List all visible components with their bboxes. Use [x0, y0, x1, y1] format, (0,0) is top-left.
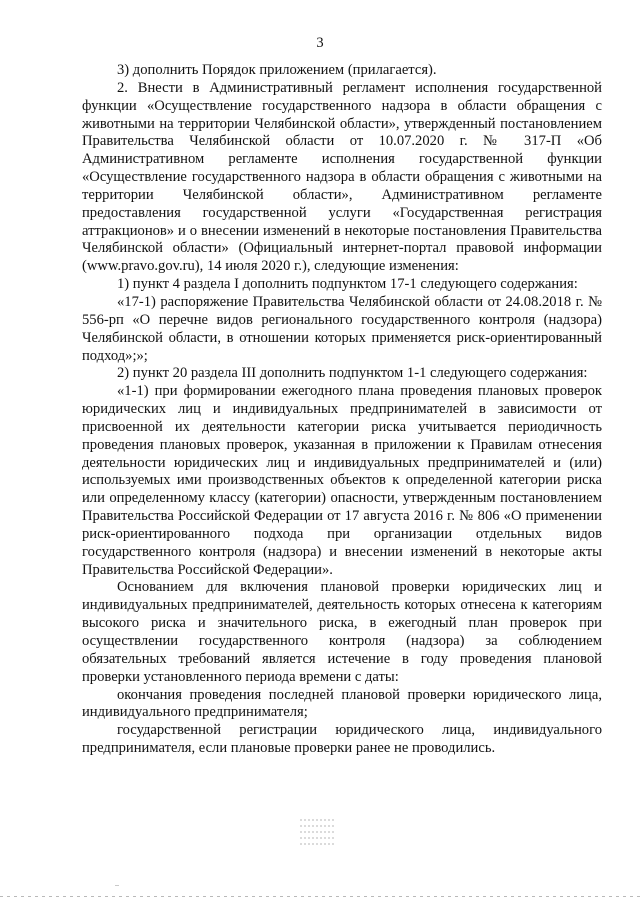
paragraph-end-of-last-inspection: окончания проведения последней плановой проверки юридического лица, индивидуального предпринимателя; — [82, 686, 602, 721]
paragraph-item-1: 1) пункт 4 раздела I дополнить подпунктом 17-1 следующего содержания: — [117, 276, 578, 293]
faint-stamp-mark — [300, 815, 336, 857]
page-bottom-edge — [0, 896, 640, 897]
scan-artifact — [115, 885, 119, 886]
page-number: 3 — [316, 35, 324, 51]
paragraph-quote-1-1: «1-1) при формировании ежегодного плана проведения плановых проверок юридических лиц и индивидуальных предпринимателей в зависимости от присвоенной их деятельности категории риска учитывается периодичность проведения плановых проверок, указанная в приложении к Правилам отнесения деятельности юридических лиц и индивидуальных предпринимателей и (или) используемых ими производственных объектов к определенной категории риска или определенному классу (категории) опасности, утвержденным постановлением Правительства Российской Федерации от 17 августа 2016 г. № 806 «О применении риск-ориентированного подхода при организации отдельных видов государственного контроля (надзора) и внесении изменений в некоторые акты Правительства Российской Федерации». — [82, 383, 602, 578]
paragraph-basis-for-inspection: Основанием для включения плановой проверки юридических лиц и индивидуальных предпринимателей, деятельность которых отнесена к категориям высокого риска и значительного риска, в ежегодный план проверок при осуществлении государственного контроля (надзора) за соблюдением обязательных требований является истечение в году проведения плановой проверки установленного периода времени с даты: — [82, 579, 602, 685]
paragraph-state-registration: государственной регистрации юридического лица, индивидуального предпринимателя, если плановые проверки ранее не проводились. — [82, 722, 602, 757]
paragraph-supplement-procedure: 3) дополнить Порядок приложением (прилагается). — [117, 62, 437, 78]
paragraph-quote-17-1: «17-1) распоряжение Правительства Челябинской области от 24.08.2018 г. № 556-рп «О перечне видов регионального государственного контроля (надзора) Челябинской области, в отношении которых применяется риск-ориентированный подход»;»; — [82, 293, 602, 364]
document-body — [82, 62, 602, 758]
paragraph-amend-regulation: 2. Внести в Административный регламент исполнения государственной функции «Осуществление государственного надзора в области обращения с животными на территории Челябинской области», утвержденный постановлением Правительства Челябинской области от 10.07.2020 г. № 317-П «Об Административном регламенте исполнения государственной функции «Осуществление государственного надзора в области обращения с животными на территории Челябинской области», Административном регламенте предоставления государственной услуги «Государственная регистрация аттракционов» и о внесении изменений в некоторые постановления Правительства Челябинской области» (Официальный интернет-портал правовой информации (www.pravo.gov.ru), 14 июля 2020 г.), следующие изменения: — [82, 79, 602, 275]
paragraph-item-2: 2) пункт 20 раздела III дополнить подпунктом 1-1 следующего содержания: — [117, 365, 588, 382]
